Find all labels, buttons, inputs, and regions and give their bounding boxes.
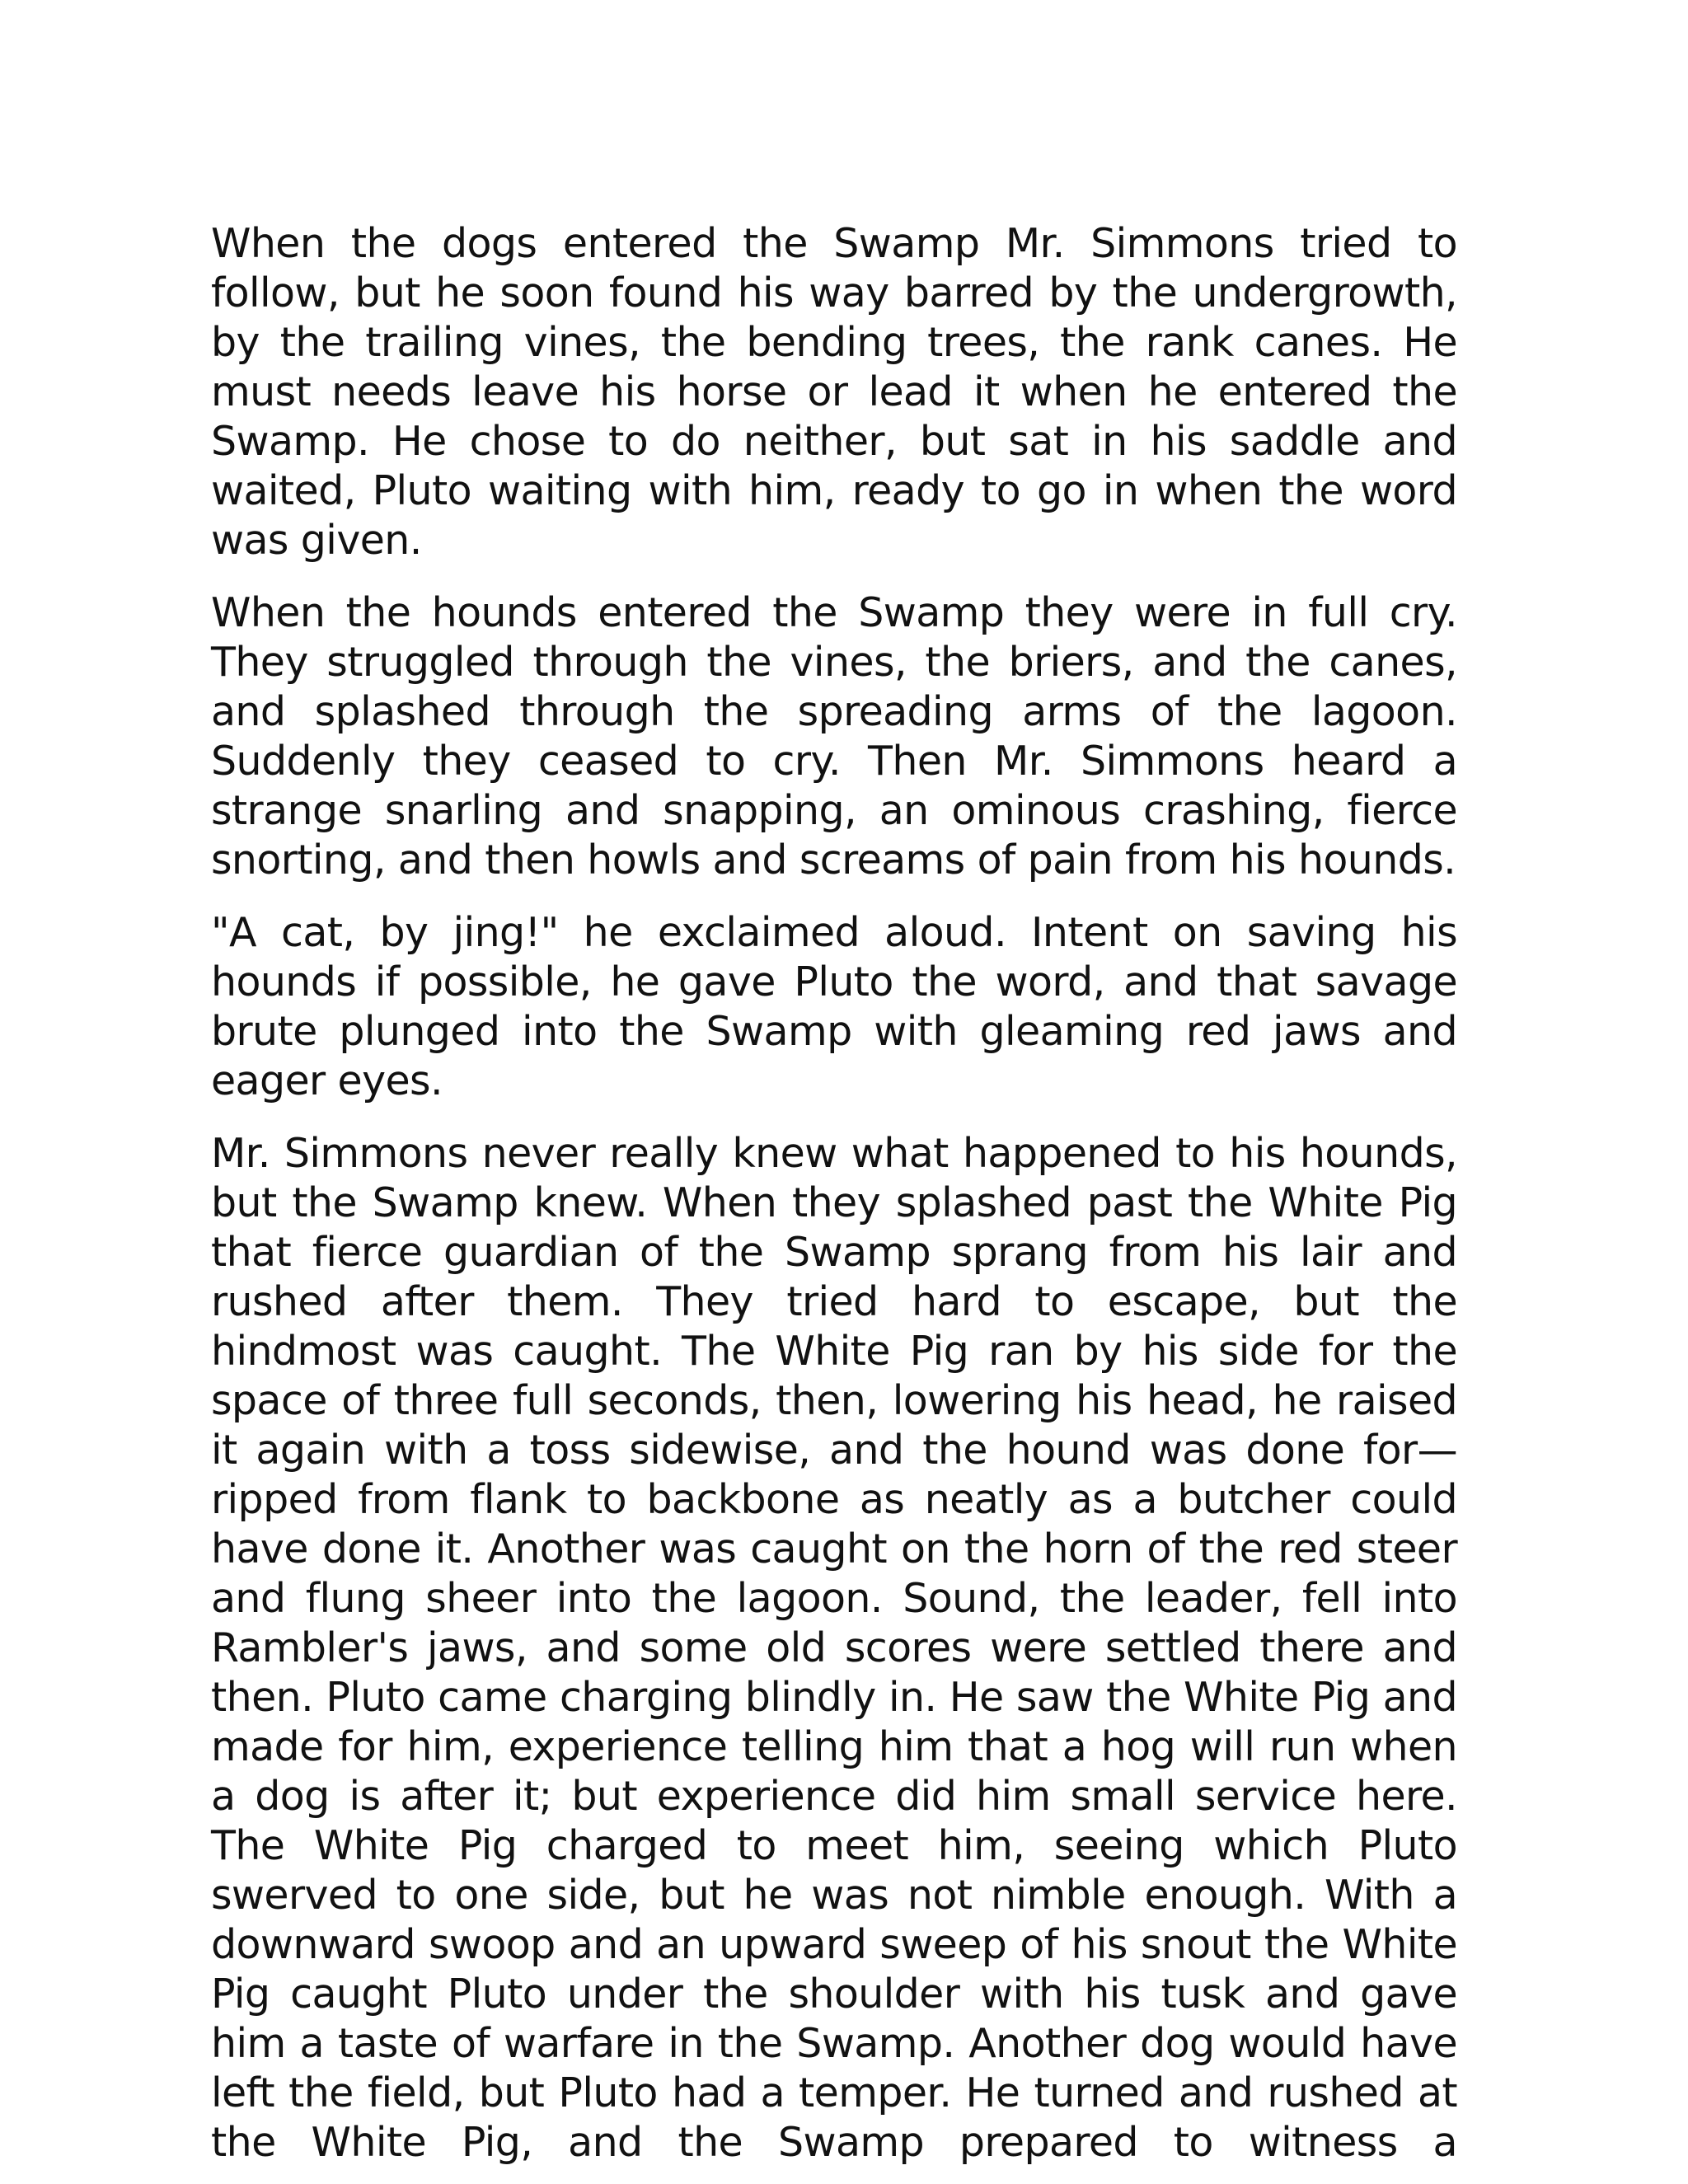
page-text (211, 219, 1457, 2168)
paragraph: Mr. Simmons never really knew what happened to his hounds, but the Swamp knew. When they splashed past the White Pig that fierce guardian of the Swamp sprang from his lair and rushed after them. They tried hard to escape, but the hindmost was caught. The White Pig ran by his side for the space of three full seconds, then, lowering his head, he raised it again with a toss sidewise, and the hound was done for—ripped from flank to backbone as neatly as a butcher could have done it. Another was caught on the horn of the red steer and flung sheer into the lagoon. Sound, the leader, fell into Rambler's jaws, and some old scores were settled there and then. Pluto came charging blindly in. He saw the White Pig and made for him, experience telling him that a hog will run when a dog is after it; but experience did him small service here. The White Pig charged to meet him, seeing which Pluto swerved to one side, but he was not nimble enough. With a downward swoop and an upward sweep of his snout the White Pig caught Pluto under the shoulder with his tusk and gave him a taste of warfare in the Swamp. Another dog would have left the field, but Pluto had a temper. He turned and rushed at the White Pig, and the Swamp prepared to witness a (211, 1130, 1457, 2166)
paragraph: "A cat, by jing!" he exclaimed aloud. Intent on saving his hounds if possible, he gave Pluto the word, and that savage brute plunged into the Swamp with gleaming red jaws and eager eyes. (211, 909, 1457, 1104)
paragraph: When the hounds entered the Swamp they were in full cry. They struggled through the vines, the briers, and the canes, and splashed through the spreading arms of the lagoon. Suddenly they ceased to cry. Then Mr. Simmons heard a strange snarling and snapping, an ominous crashing, fierce snorting, and then howls and screams of pain from his hounds. (211, 589, 1457, 883)
paragraph: When the dogs entered the Swamp Mr. Simmons tried to follow, but he soon found his way barred by the undergrowth, by the trailing vines, the bending trees, the rank canes. He must needs leave his horse or lead it when he entered the Swamp. He chose to do neither, but sat in his saddle and waited, Pluto waiting with him, ready to go in when the word was given. (211, 220, 1457, 564)
